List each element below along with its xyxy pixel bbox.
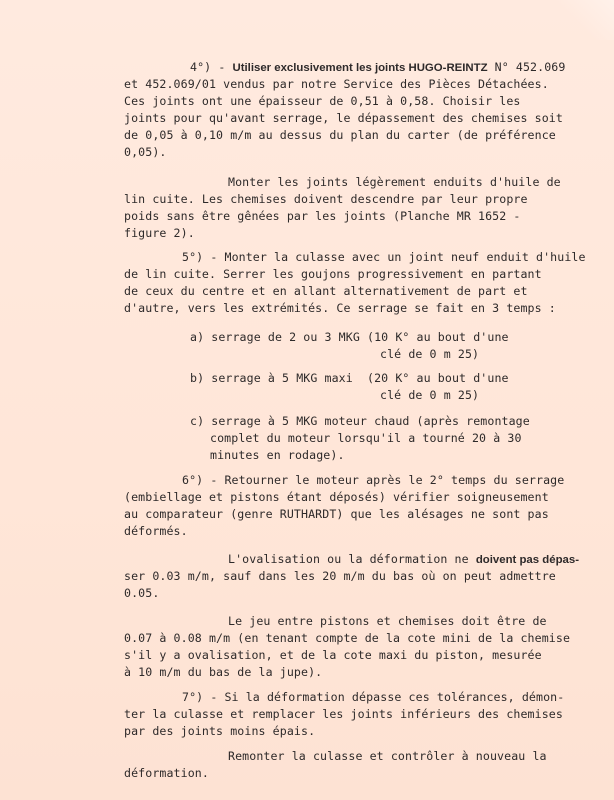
text-line xyxy=(124,77,549,91)
text-line xyxy=(228,614,547,628)
text: b) serrage à 5 MKG maxi (20 K° au bout d'une xyxy=(190,371,509,385)
text-line xyxy=(380,388,479,402)
text-line xyxy=(124,569,556,583)
text: déformation. xyxy=(124,766,209,780)
text: de 0,05 à 0,10 m/m au dessus du plan du carter (de préférence xyxy=(124,128,556,142)
text-line xyxy=(190,330,509,344)
text-line xyxy=(182,473,564,487)
text: clé de 0 m 25) xyxy=(380,388,480,402)
text: a) serrage de 2 ou 3 MKG (10 K° au bout d'une xyxy=(190,330,509,344)
text-line xyxy=(228,552,579,567)
text-line xyxy=(124,145,166,159)
text-line xyxy=(124,665,322,679)
text-line xyxy=(124,226,195,240)
text-line xyxy=(124,507,549,521)
text-line xyxy=(124,586,159,600)
text: figure 2). xyxy=(124,226,195,240)
text-line xyxy=(124,111,563,125)
text-line xyxy=(124,766,209,780)
text: minutes en rodage). xyxy=(210,448,345,462)
text: Remonter la culasse et contrôler à nouveau la xyxy=(228,749,547,763)
text: joints pour qu'avant serrage, le dépassement des chemises soit xyxy=(124,111,563,125)
text: Le jeu entre pistons et chemises doit être de xyxy=(228,614,547,628)
text-line xyxy=(124,631,570,645)
text: à 10 m/m du bas de la jupe). xyxy=(124,665,323,679)
text: par des joints moins épais. xyxy=(124,724,316,738)
text-line xyxy=(124,524,188,538)
text: Monter la culasse avec un joint neuf enduit d'huile xyxy=(224,250,586,264)
text: c) serrage à 5 MKG moteur chaud (après remontage xyxy=(190,414,530,428)
text-line xyxy=(124,284,528,298)
text: complet du moteur lorsqu'il a tourné 20 à 30 xyxy=(210,431,522,445)
text: L'ovalisation ou la déformation ne xyxy=(228,552,476,566)
text: Monter les joints légèrement enduits d'huile de xyxy=(228,175,561,189)
text: et 452.069/01 vendus par notre Service des Pièces Détachées. xyxy=(124,77,549,91)
text: (embiellage et pistons étant déposés) vérifier soigneusement xyxy=(124,490,549,504)
text: lin cuite. Les chemises doivent descendre par leur propre xyxy=(124,192,528,206)
text: N° 452.069 xyxy=(487,60,566,74)
text: 6°) - Retourner le moteur après le 2° temps du serrage xyxy=(182,473,565,487)
text: ter la culasse et remplacer les joints inférieurs des chemises xyxy=(124,707,563,721)
paper-crease xyxy=(554,0,614,40)
text: Ces joints ont une épaisseur de 0,51 à 0,58. Choisir les xyxy=(124,94,521,108)
text-line xyxy=(182,250,586,264)
text-line xyxy=(124,301,556,315)
text-line xyxy=(380,347,479,361)
text: ser 0.03 m/m, sauf dans les 20 m/m du bas où on peut admettre xyxy=(124,569,556,583)
text: 7°) - Si la déformation dépasse ces tolérances, démon- xyxy=(182,690,565,704)
bold-text: doivent pas dépas- xyxy=(475,554,579,566)
text: 5°) - xyxy=(182,250,225,264)
text: 0.05. xyxy=(124,586,160,600)
text: déformés. xyxy=(124,524,188,538)
text-line xyxy=(124,192,528,206)
text-line xyxy=(124,707,563,721)
text: poids sans être gênées par les joints (Planche MR 1652 - xyxy=(124,209,521,223)
text-line xyxy=(124,94,520,108)
text: 4°) - xyxy=(190,60,233,74)
text-line xyxy=(228,749,547,763)
bold-text: Utiliser exclusivement les joints HUGO-REINTZ xyxy=(232,62,488,74)
text: au comparateur (genre RUTHARDT) que les alésages ne sont pas xyxy=(124,507,549,521)
text: 0,05). xyxy=(124,145,167,159)
text: de ceux du centre et en allant alternativement de part et xyxy=(124,284,528,298)
text-line xyxy=(124,267,542,281)
text-line xyxy=(124,490,549,504)
text-line xyxy=(210,431,522,445)
text-line xyxy=(210,448,345,462)
text-line xyxy=(124,128,556,142)
text: d'autre, vers les extrémités. Ce serrage se fait en 3 temps : xyxy=(124,301,556,315)
text-line xyxy=(124,724,315,738)
text: 0.07 à 0.08 m/m (en tenant compte de la cote mini de la chemise xyxy=(124,631,571,645)
text-line xyxy=(190,414,530,428)
text-line xyxy=(228,175,561,189)
text-line xyxy=(190,371,509,385)
text-line xyxy=(190,60,565,75)
text-line xyxy=(182,690,564,704)
text: clé de 0 m 25) xyxy=(380,347,480,361)
text: de lin cuite. Serrer les goujons progressivement en partant xyxy=(124,267,542,281)
text-line xyxy=(124,209,520,223)
text-line xyxy=(124,648,542,662)
text: s'il y a ovalisation, et de la cote maxi du piston, mesurée xyxy=(124,648,542,662)
